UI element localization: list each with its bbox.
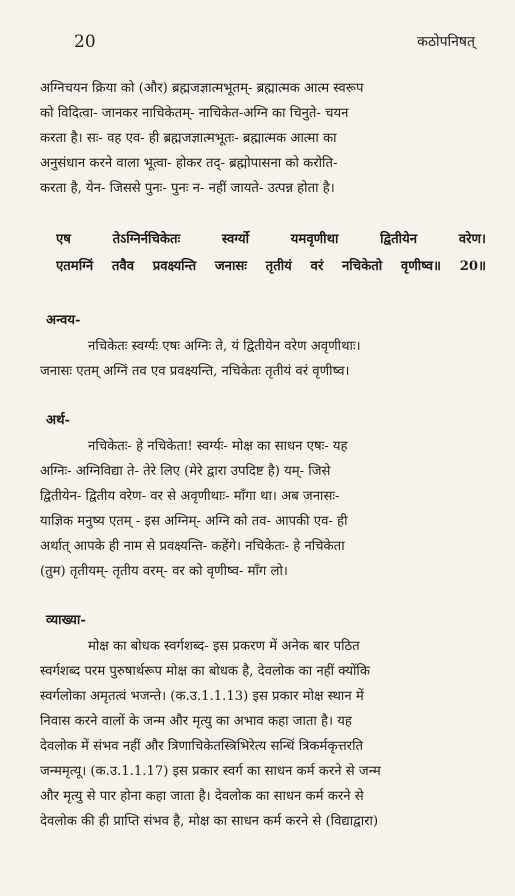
text-line: अर्थात् आपके ही नाम से प्रवक्ष्यन्ति- कहेंगे। नचिकेतः- हे नचिकेता <box>40 539 345 554</box>
intro-paragraph <box>40 76 492 201</box>
text-line: निवास करने वालों के जन्म और मृत्यु का अभाव कहा जाता है। यह <box>40 714 352 729</box>
vyakhya-paragraph <box>40 634 492 834</box>
verse-block <box>56 226 486 280</box>
text-line: स्वर्गशब्द परम पुरुषार्थरूप मोक्ष का बोधक है, देवलोक का नहीं क्योंकि <box>40 664 370 679</box>
anvaya-heading: अन्वय- <box>46 313 81 328</box>
artha-heading: अर्थ- <box>46 413 70 428</box>
text-line: मोक्ष का बोधक स्वर्गशब्द- इस प्रकरण में अनेक बार पठित <box>88 639 360 654</box>
anvaya-paragraph <box>40 334 492 384</box>
text-line: अग्निः- अग्निविद्या ते- तेरे लिए (मेरे द्वारा उपदिष्ट है) यम्- जिसे <box>40 464 331 479</box>
text-line: द्वितीयेन- द्वितीय वरेण- वर से अवृणीथाः- माँगा था। अब जनासः- <box>40 489 340 504</box>
artha-paragraph <box>40 434 492 584</box>
text-line: और मृत्यु से पार होना कहा जाता है। देवलोक का साधन कर्म करने से <box>40 789 364 804</box>
text-line: देवलोक की ही प्राप्ति संभव है, मोक्ष का साधन कर्म करने से (विद्याद्वारा) <box>40 814 379 829</box>
text-line: अग्निचयन क्रिया को (और) ब्रह्मजज्ञात्मभूतम्- ब्रह्मात्मक आत्म स्वरूप <box>40 81 364 96</box>
text-line: करता है, येन- जिससे पुनः- पुनः न- नहीं जायते- उत्पन्न होता है। <box>40 181 335 196</box>
text-line: जन्ममृत्यू। (क.उ.1.1.17) इस प्रकार स्वर्ग का साधन कर्म करने से जन्म <box>40 764 381 779</box>
vyakhya-heading: व्याख्या- <box>46 613 86 628</box>
text-line: जनासः एतम् अग्निं तव एव प्रवक्ष्यन्ति, नचिकेतः तृतीयं वरं वृणीष्व। <box>40 364 350 379</box>
text-line: नचिकेतः स्वर्ग्यः एषः अग्निः ते, यं द्वितीयेन वरेण अवृणीथाः। <box>88 339 361 354</box>
text-line: (तुम) तृतीयम्- तृतीय वरम्- वर को वृणीष्व- माँग लो। <box>40 564 288 579</box>
text-line: याज्ञिक मनुष्य एतम् - इस अग्निम्- अग्नि को तव- आपकी एव- ही <box>40 514 348 529</box>
book-title: कठोपनिषत् <box>417 34 475 50</box>
text-line: स्वर्गलोका अमृतत्वं भजन्ते। (क.उ.1.1.13) इस प्रकार मोक्ष स्थान में <box>40 689 364 704</box>
text-line: करता है। सः- वह एव- ही ब्रह्मजज्ञात्मभूतः- ब्रह्मात्मक आत्मा का <box>40 131 337 146</box>
page-header <box>74 32 475 56</box>
text-line: नचिकेतः- हे नचिकेता! स्वर्ग्यः- मोक्ष का साधन एषः- यह <box>88 439 348 454</box>
page-number: 20 <box>74 32 96 52</box>
verse-line: एतमग्निं तवैव प्रवक्ष्यन्ति जनासः तृतीयं वरं नचिकेतो वृणीष्व॥ 20॥ <box>56 259 486 274</box>
verse-line: एष तेऽग्निर्नचिकेतः स्वर्ग्यो यमवृणीथा द्वितीयेन वरेण। <box>56 232 486 247</box>
text-line: को विदित्वा- जानकर नाचिकेतम्- नाचिकेत-अग्नि का चिनुते- चयन <box>40 106 349 121</box>
text-line: अनुसंधान करने वाला भूत्वा- होकर तद्- ब्रह्मोपासना को करोति- <box>40 156 338 171</box>
text-line: देवलोक में संभव नहीं और त्रिणाचिकेतस्त्रिभिरेत्य सन्धिं त्रिकर्मकृत्तरति <box>40 739 364 754</box>
